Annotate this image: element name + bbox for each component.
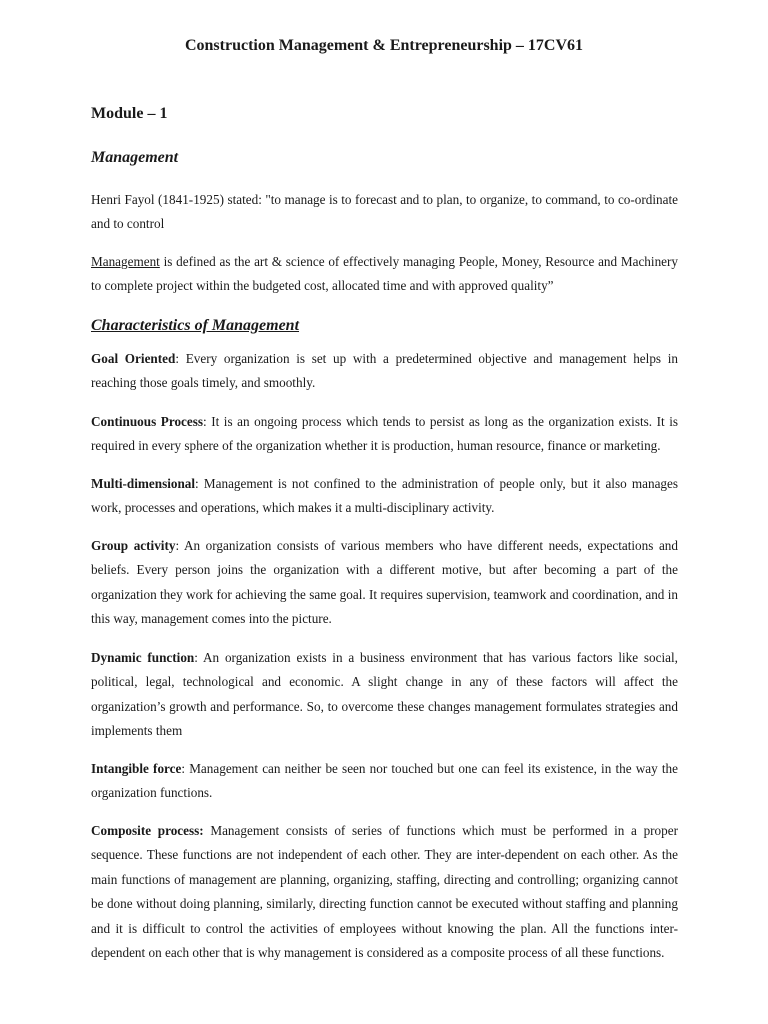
characteristic-composite-process: [91, 819, 678, 965]
document-title: Construction Management & Entrepreneurship – 17CV61: [184, 37, 584, 54]
definition-text: is defined as the art & science of effectively managing People, Money, Resource and Machinery to complete project within the budgeted cost, allocated time and with approved quality”: [91, 254, 678, 294]
characteristic-text: : An organization exists in a business environment that has various factors like social, political, legal, technological and economic. A slight change in any of these factors will affect the organization’s growth and performance. So, to overcome these changes management formulates strategies and implements them: [91, 650, 678, 739]
characteristic-group-activity: [91, 534, 678, 632]
characteristic-term: Group activity: [91, 538, 176, 553]
characteristic-term: Composite process:: [91, 823, 204, 838]
characteristic-term: Continuous Process: [91, 414, 204, 429]
characteristic-text: : An organization consists of various members who have different needs, expectations and beliefs. Every person joins the organization with a different motive, but after becoming a part of the organization they work for achieving the same goal. It requires supervision, teamwork and coordination, and in this way, management comes into the picture.: [91, 538, 678, 627]
section-heading-management: Management: [91, 149, 179, 166]
characteristic-text: : Every organization is set up with a predetermined objective and management helps in reaching those goals timely, and smoothly.: [91, 351, 678, 391]
characteristic-dynamic-function: [91, 646, 678, 744]
characteristics-heading: Characteristics of Management: [91, 317, 300, 334]
characteristic-multi-dimensional: [91, 472, 678, 521]
definition-term: Management: [91, 254, 160, 269]
characteristic-term: Goal Oriented: [91, 351, 176, 366]
characteristic-intangible-force: [91, 757, 678, 806]
characteristic-term: Multi-dimensional: [91, 476, 196, 491]
characteristic-term: Intangible force: [91, 761, 182, 776]
fayol-quote-paragraph: Henri Fayol (1841-1925) stated: "to manage is to forecast and to plan, to organize, to command, to co-ordinate and to control: [91, 192, 678, 232]
characteristic-text: Management consists of series of functions which must be performed in a proper sequence. These functions are not independent of each other. They are inter-dependent on each other. As the main functions of management are planning, organizing, staffing, directing and controlling; organizing cannot be done without doing planning, similarly, directing function cannot be executed without staffing and planning and it is difficult to control the activities of employees without knowing the plan. All the functions inter-dependent on each other that is why management is considered as a composite process of all these functions.: [91, 823, 678, 961]
characteristic-text: : Management is not confined to the administration of people only, but it also manages work, processes and operations, which makes it a multi-disciplinary activity.: [91, 476, 678, 516]
management-definition-paragraph: [91, 250, 678, 299]
characteristic-continuous-process: [91, 410, 678, 459]
characteristic-text: : Management can neither be seen nor touched but one can feel its existence, in the way the organization functions.: [91, 761, 678, 801]
characteristic-text: : It is an ongoing process which tends to persist as long as the organization exists. It is required in every sphere of the organization whether it is production, human resource, finance or marketing.: [91, 414, 678, 454]
characteristic-goal-oriented: [91, 347, 678, 396]
characteristic-term: Dynamic function: [91, 650, 195, 665]
module-heading: Module – 1: [91, 105, 168, 122]
